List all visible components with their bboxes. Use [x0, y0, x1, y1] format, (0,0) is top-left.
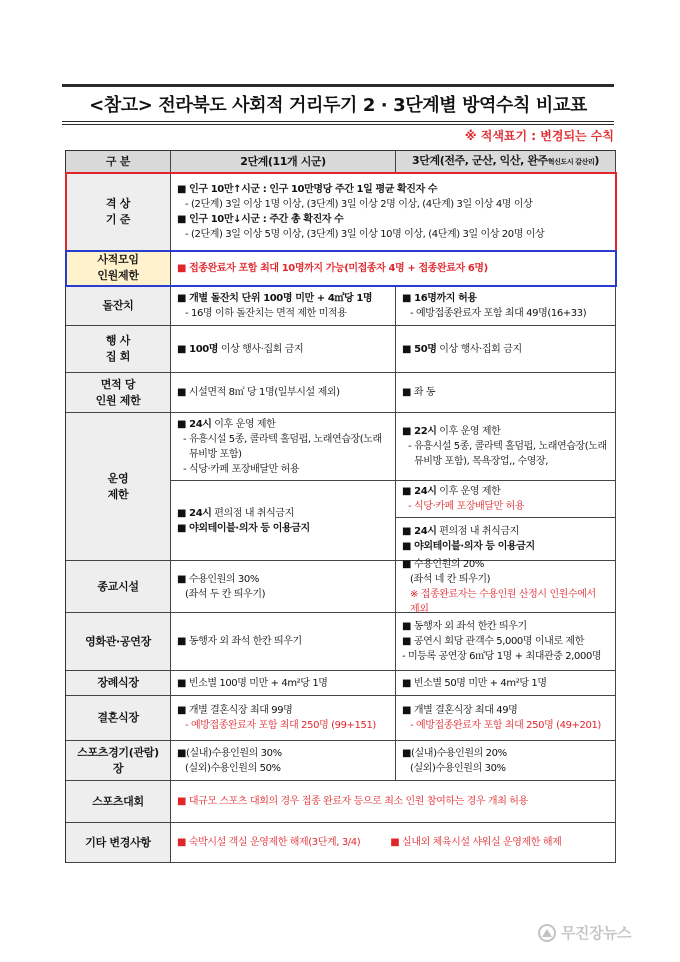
rule-line: (좌석 두 칸 띄우기) [185, 588, 266, 600]
rule-line: ■ 수용인원의 30% [177, 573, 259, 585]
events-level3 [396, 326, 616, 373]
rule-rest: 이후 운영 제한 [436, 426, 501, 437]
rule-line: ■ 개별 결혼식장 최대 49명 [402, 705, 518, 716]
rule-rest: 편의점 내 취식금지 [436, 526, 519, 537]
funeral-level3 [396, 671, 616, 696]
rule-strong: ■ 24시 [402, 526, 437, 537]
label-religion: 종교시설 [66, 561, 171, 613]
operation-level2-column [171, 413, 396, 561]
label-other-changes: 기타 변경사항 [66, 823, 171, 863]
row-operation-limits [66, 413, 616, 561]
sports-venue-level2 [171, 741, 396, 781]
rule-line: ■ 동행자 외 좌석 한칸 띄우기 [177, 636, 302, 647]
label-events [66, 326, 171, 373]
header-level3 [396, 151, 616, 173]
rule-strong: ■ 24시 [177, 507, 212, 519]
sports-venue-level3 [396, 741, 616, 781]
rule-line: ■ 야외테이블·의자 등 이용금지 [402, 541, 535, 552]
change-item: ■ 숙박시설 객실 운영제한 해제(3단계, 3/4) [177, 837, 361, 848]
news-logo-icon [538, 924, 556, 942]
rule-line: - 예방접종완료자 포함 최대 49명(16+33) [410, 307, 587, 319]
sports-event-content [171, 781, 616, 823]
rule-line: - 미등록 공연장 6㎡당 1명 + 최대관중 2,000명 [402, 651, 602, 662]
upgrade-criteria-content [171, 173, 616, 251]
row-sports-venue [66, 741, 616, 781]
legend-note: ※ 적색표기 : 변경되는 수칙 [464, 129, 614, 143]
label-first-birthday: 돌잔치 [66, 286, 171, 326]
gathering-rule: ■ 접종완료자 포함 최대 10명까지 가능(미접종자 4명 + 접종완료자 6명) [177, 262, 488, 274]
rule-strong: ■ 22시 [402, 426, 437, 437]
area-limit-level2 [171, 373, 396, 413]
criteria-line: ■ 인구 10만↓시군 : 주간 총 확진자 수 [177, 213, 344, 225]
label-line: 인원 제한 [95, 393, 141, 407]
rule-rest: 편의점 내 취식금지 [211, 507, 294, 519]
rule-line: - 16명 이하 돌잔치는 면적 제한 미적용 [185, 307, 347, 319]
rule-line: ■ 수용인원의 20% [402, 558, 484, 570]
header-level3-main: 3단계(전주, 군산, 익산, 완주 [412, 154, 548, 167]
wedding-level3 [396, 696, 616, 741]
operation-level2-hours [171, 413, 396, 481]
rule-rest: 이상 행사·집회 금지 [218, 343, 304, 355]
row-first-birthday [66, 286, 616, 326]
row-wedding [66, 696, 616, 741]
label-line: 운영 [107, 471, 129, 485]
operation-level3-column [396, 413, 616, 561]
row-funeral [66, 671, 616, 696]
label-line: 제한 [107, 487, 129, 501]
rule-rest: 이상 행사·집회 금지 [436, 343, 522, 355]
rule-line: ■ 빈소별 50명 미만 + 4m²당 1명 [402, 677, 547, 689]
rule-line: - 식당·카페 포장배달만 허용 [183, 463, 300, 475]
label-upgrade-criteria [66, 173, 171, 251]
comparison-table [65, 150, 616, 863]
label-funeral: 장례식장 [66, 671, 171, 696]
row-religion [66, 558, 616, 615]
label-line: 집 회 [105, 350, 131, 363]
funeral-level2 [171, 671, 396, 696]
label-operation-limits [66, 413, 171, 561]
rule-strong: ■ 50명 [402, 343, 437, 355]
rule-line: (실외)수용인원의 30% [410, 762, 506, 774]
label-private-gathering [66, 251, 171, 286]
label-wedding: 결혼식장 [66, 696, 171, 741]
row-sports-event [66, 781, 616, 823]
label-line: 면적 당 [100, 377, 136, 391]
rule-line: ■ 개별 결혼식장 최대 99명 [177, 705, 293, 716]
rule-line: - 유흥시설 5종, 콜라텍 홀덤펍, 노래연습장(노래 뮤비방 포함), 목욕장업,, 수영장, [408, 441, 607, 467]
cinema-level3 [396, 613, 616, 671]
area-limit-level3 [396, 373, 616, 413]
label-line: 행 사 [105, 334, 131, 347]
rule-line-changed: - 식당·카페 포장배달만 허용 [408, 501, 525, 512]
header-level2: 2단계(11개 시군) [171, 151, 396, 173]
rule-line-changed: - 예방접종완료자 포함 최대 250명 (99+151) [185, 720, 376, 731]
operation-level3-food [396, 481, 616, 518]
row-area-limit [66, 373, 616, 413]
header-category: 구 분 [66, 151, 171, 173]
rule-line: ■ 야외테이블·의자 등 이용금지 [177, 522, 310, 534]
watermark-text: 무진장뉴스 [561, 924, 631, 942]
other-changes-content [171, 823, 616, 863]
rule-line: (실외)수용인원의 50% [185, 762, 281, 774]
cinema-level2 [171, 613, 396, 671]
private-gathering-content [171, 251, 616, 286]
label-sports-venue: 스포츠경기(관람)장 [66, 741, 171, 781]
first-birthday-level3 [396, 286, 616, 326]
row-other-changes [66, 823, 616, 863]
rule-line: (좌석 네 칸 띄우기) [410, 573, 491, 585]
rule-rest: 이후 운영 제한 [211, 418, 276, 430]
criteria-line: ■ 인구 10만↑시군 : 인구 10만명당 주간 1일 평균 확진자 수 [177, 183, 438, 195]
criteria-line: - (2단계) 3일 이상 1명 이상, (3단계) 3일 이상 2명 이상, (4단계) 3일 이상 4명 이상 [185, 198, 533, 210]
watermark-logo [538, 922, 631, 943]
rule-line: - 유흥시설 5종, 콜라텍 홀덤펍, 노래연습장(노래 뮤비방 포함) [183, 433, 382, 460]
label-cinema: 영화관·공연장 [66, 613, 171, 671]
wedding-level2 [171, 696, 396, 741]
first-birthday-level2 [171, 286, 396, 326]
label-line: 격 상 [105, 196, 131, 210]
criteria-line: - (2단계) 3일 이상 5명 이상, (3단계) 3일 이상 10명 이상, (4단계) 3일 이상 20명 이상 [185, 228, 545, 240]
table-header-row [66, 151, 616, 173]
rule-line: ■ 좌 동 [402, 387, 436, 398]
label-area-limit [66, 373, 171, 413]
rule-line: ■(실내)수용인원의 20% [402, 747, 507, 759]
operation-level3-store [396, 518, 616, 561]
operation-level3-hours [396, 413, 616, 481]
rule-line: ■ 동행자 외 좌석 한칸 띄우기 [402, 621, 527, 632]
events-level2 [171, 326, 396, 373]
change-item: ■ 실내외 체육시설 샤워실 운영제한 해제 [390, 837, 562, 848]
rule-line-changed: - 예방접종완료자 포함 최대 250명 (49+201) [410, 720, 601, 731]
label-sports-event: 스포츠대회 [66, 781, 171, 823]
religion-level2 [171, 561, 396, 613]
rule-line-changed: ※ 접종완료자는 수용인원 산정시 인원수에서 제외 [410, 588, 596, 615]
operation-level2-store [171, 481, 396, 561]
rule-line: ■(실내)수용인원의 30% [177, 747, 282, 759]
label-line: 인원제한 [97, 269, 139, 282]
religion-level3 [396, 558, 616, 615]
rule-strong: ■ 100명 [177, 343, 219, 355]
rule-line: ■ 시설면적 8㎡ 당 1명(일부시설 제외) [177, 387, 340, 398]
rule-strong: ■ 24시 [177, 418, 212, 430]
row-events [66, 326, 616, 373]
row-private-gathering [66, 251, 616, 286]
label-line: 기 준 [105, 212, 131, 226]
rule-strong: ■ 24시 [402, 486, 437, 497]
rule-line: ■ 16명까지 허용 [402, 292, 477, 304]
rule-line-changed: ■ 대규모 스포츠 대회의 경우 접종 완료자 등으로 최소 인원 참여하는 경우 개최 허용 [177, 796, 528, 807]
row-cinema [66, 613, 616, 671]
rule-line: ■ 공연시 회당 관객수 5,000명 이내로 제한 [402, 636, 584, 647]
rule-line: ■ 빈소별 100명 미만 + 4m²당 1명 [177, 677, 328, 689]
row-upgrade-criteria [66, 173, 616, 251]
rule-rest: 이후 운영 제한 [436, 486, 501, 497]
label-line: 사적모임 [97, 253, 139, 266]
header-level3-sub: 혁신도시 갈산리 [547, 158, 595, 166]
header-level3-close: ) [594, 154, 599, 167]
document-title: <참고> 전라북도 사회적 거리두기 2 · 3단계별 방역수칙 비교표 [62, 84, 614, 125]
rule-line: ■ 개별 돌잔치 단위 100명 미만 + 4㎡당 1명 [177, 292, 373, 304]
